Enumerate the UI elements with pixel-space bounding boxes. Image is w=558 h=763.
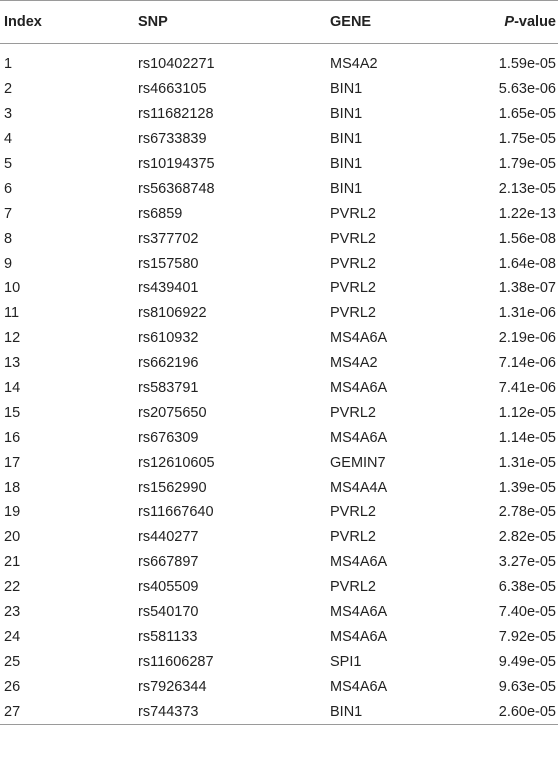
table-row <box>0 500 558 525</box>
index-cell: 20 <box>4 529 21 546</box>
index-cell: 8 <box>4 230 13 247</box>
snp-cell: rs11682128 <box>138 106 214 123</box>
table-row <box>0 251 558 276</box>
snp-cell: rs440277 <box>138 529 199 546</box>
index-cell: 5 <box>4 156 13 172</box>
snp-cell: rs8106922 <box>138 305 207 322</box>
table-row <box>0 326 558 351</box>
index-cell: 15 <box>4 404 21 421</box>
gene-cell: PVRL2 <box>330 504 376 521</box>
index-cell: 23 <box>4 604 21 621</box>
p-value-cell: 1.31e-05 <box>498 454 556 471</box>
table-row <box>0 475 558 500</box>
gene-cell: PVRL2 <box>330 529 376 546</box>
snp-cell: rs6859 <box>138 205 183 222</box>
index-cell: 24 <box>4 628 21 645</box>
index-cell: 7 <box>4 205 13 222</box>
header-p-italic: P <box>504 14 515 30</box>
table-row <box>0 400 558 425</box>
index-cell: 3 <box>4 106 13 123</box>
table-row <box>0 351 558 376</box>
index-cell: 27 <box>4 703 21 720</box>
p-value-cell: 9.49e-05 <box>498 653 556 670</box>
table-row <box>0 127 558 152</box>
table-row <box>0 376 558 401</box>
p-value-cell: 1.22e-13 <box>498 205 556 222</box>
table-row <box>0 649 558 674</box>
gene-cell: BIN1 <box>330 106 363 123</box>
gene-cell: BIN1 <box>330 703 363 720</box>
p-value-cell: 2.78e-05 <box>498 504 556 521</box>
index-cell: 22 <box>4 579 21 596</box>
index-cell: 6 <box>4 180 13 197</box>
snp-cell: rs662196 <box>138 355 199 372</box>
gene-cell: MS4A2 <box>330 56 378 73</box>
gene-cell: PVRL2 <box>330 404 376 421</box>
gene-cell: MS4A6A <box>330 604 388 621</box>
gene-cell: SPI1 <box>330 653 362 670</box>
table-row <box>0 425 558 450</box>
snp-cell: rs7926344 <box>138 678 207 695</box>
index-cell: 16 <box>4 429 21 446</box>
snp-cell: rs667897 <box>138 554 199 571</box>
gene-cell: BIN1 <box>330 156 363 172</box>
gene-cell: PVRL2 <box>330 305 376 322</box>
index-cell: 1 <box>4 56 13 73</box>
snp-cell: rs540170 <box>138 604 199 621</box>
table-row <box>0 52 558 77</box>
gene-cell: MS4A6A <box>330 330 388 347</box>
table-row <box>0 624 558 649</box>
snp-cell: rs11606287 <box>138 653 214 670</box>
table-row <box>0 176 558 201</box>
p-value-cell: 9.63e-05 <box>498 678 556 695</box>
index-cell: 26 <box>4 678 21 695</box>
index-cell: 21 <box>4 554 21 571</box>
snp-cell: rs583791 <box>138 380 199 397</box>
p-value-cell: 7.92e-05 <box>498 628 556 645</box>
gene-cell: BIN1 <box>330 180 363 197</box>
gene-cell: PVRL2 <box>330 280 376 297</box>
gene-cell: MS4A6A <box>330 380 388 397</box>
snp-cell: rs4663105 <box>138 81 207 98</box>
snp-cell: rs157580 <box>138 255 199 272</box>
snp-cell: rs581133 <box>138 628 198 645</box>
gene-cell: PVRL2 <box>330 230 376 247</box>
snp-cell: rs439401 <box>138 280 199 297</box>
p-value-cell: 2.19e-06 <box>498 330 556 347</box>
table-row <box>0 699 558 724</box>
index-cell: 2 <box>4 81 13 98</box>
table-row <box>0 600 558 625</box>
table-row <box>0 276 558 301</box>
snp-cell: rs56368748 <box>138 180 215 197</box>
snp-cell: rs11667640 <box>138 504 214 521</box>
gene-cell: GEMIN7 <box>330 454 386 471</box>
index-cell: 18 <box>4 479 21 496</box>
p-value-cell: 1.64e-08 <box>498 255 556 272</box>
table-row <box>0 525 558 550</box>
snp-cell: rs676309 <box>138 429 199 446</box>
table-body <box>0 52 558 724</box>
table-row <box>0 152 558 177</box>
gene-cell: MS4A2 <box>330 355 378 372</box>
snp-cell: rs10402271 <box>138 56 215 73</box>
gene-cell: MS4A6A <box>330 628 388 645</box>
snp-cell: rs377702 <box>138 230 199 247</box>
gene-cell: PVRL2 <box>330 255 376 272</box>
p-value-cell: 3.27e-05 <box>498 554 556 571</box>
gene-cell: MS4A4A <box>330 479 388 496</box>
header-gene: GENE <box>330 14 372 30</box>
gene-cell: PVRL2 <box>330 205 376 222</box>
snp-cell: rs6733839 <box>138 131 207 148</box>
table-row <box>0 226 558 251</box>
p-value-cell: 7.14e-06 <box>498 355 556 372</box>
table-row <box>0 575 558 600</box>
index-cell: 17 <box>4 454 21 471</box>
snp-cell: rs610932 <box>138 330 199 347</box>
snp-cell: rs405509 <box>138 579 199 596</box>
p-value-cell: 1.38e-07 <box>498 280 556 297</box>
table-row <box>0 450 558 475</box>
snp-cell: rs1562990 <box>138 479 207 496</box>
gene-cell: MS4A6A <box>330 678 388 695</box>
p-value-cell: 6.38e-05 <box>498 579 556 596</box>
index-cell: 4 <box>4 131 13 148</box>
table-row <box>0 77 558 102</box>
gene-cell: PVRL2 <box>330 579 376 596</box>
table-row <box>0 674 558 699</box>
p-value-cell: 2.82e-05 <box>498 529 556 546</box>
p-value-cell: 1.56e-08 <box>498 230 556 247</box>
gene-cell: MS4A6A <box>330 554 388 571</box>
snp-cell: rs12610605 <box>138 454 215 471</box>
index-cell: 10 <box>4 280 21 297</box>
p-value-cell: 7.40e-05 <box>498 604 556 621</box>
header-p-rest: -value <box>514 14 556 30</box>
bottom-rule <box>0 724 558 725</box>
index-cell: 9 <box>4 255 13 272</box>
header-p-value <box>470 14 558 30</box>
p-value-cell: 2.60e-05 <box>498 703 556 720</box>
index-cell: 19 <box>4 504 21 521</box>
p-value-cell: 1.75e-05 <box>498 131 556 148</box>
p-value-cell: 5.63e-06 <box>498 81 556 98</box>
header-snp: SNP <box>138 14 168 30</box>
index-cell: 12 <box>4 330 21 347</box>
table-row <box>0 102 558 127</box>
p-value-cell: 1.14e-05 <box>498 429 556 446</box>
table-header <box>0 1 558 43</box>
table-row <box>0 201 558 226</box>
header-index: Index <box>4 14 42 30</box>
index-cell: 11 <box>4 305 20 322</box>
p-value-cell: 7.41e-06 <box>498 380 556 397</box>
index-cell: 25 <box>4 653 21 670</box>
p-value-cell: 1.12e-05 <box>498 404 556 421</box>
body-spacer <box>0 44 558 52</box>
gene-cell: BIN1 <box>330 81 363 98</box>
table-row <box>0 550 558 575</box>
p-value-cell: 1.79e-05 <box>498 156 556 172</box>
p-value-cell: 1.65e-05 <box>498 106 556 123</box>
p-value-cell: 1.31e-06 <box>498 305 556 322</box>
p-value-cell: 2.13e-05 <box>498 180 556 197</box>
table-row <box>0 301 558 326</box>
gene-cell: MS4A6A <box>330 429 388 446</box>
gene-cell: BIN1 <box>330 131 363 148</box>
snp-cell: rs10194375 <box>138 156 215 172</box>
snp-cell: rs2075650 <box>138 404 207 421</box>
p-value-cell: 1.39e-05 <box>498 479 556 496</box>
snp-cell: rs744373 <box>138 703 199 720</box>
index-cell: 14 <box>4 380 21 397</box>
index-cell: 13 <box>4 355 21 372</box>
p-value-cell: 1.59e-05 <box>498 56 556 73</box>
